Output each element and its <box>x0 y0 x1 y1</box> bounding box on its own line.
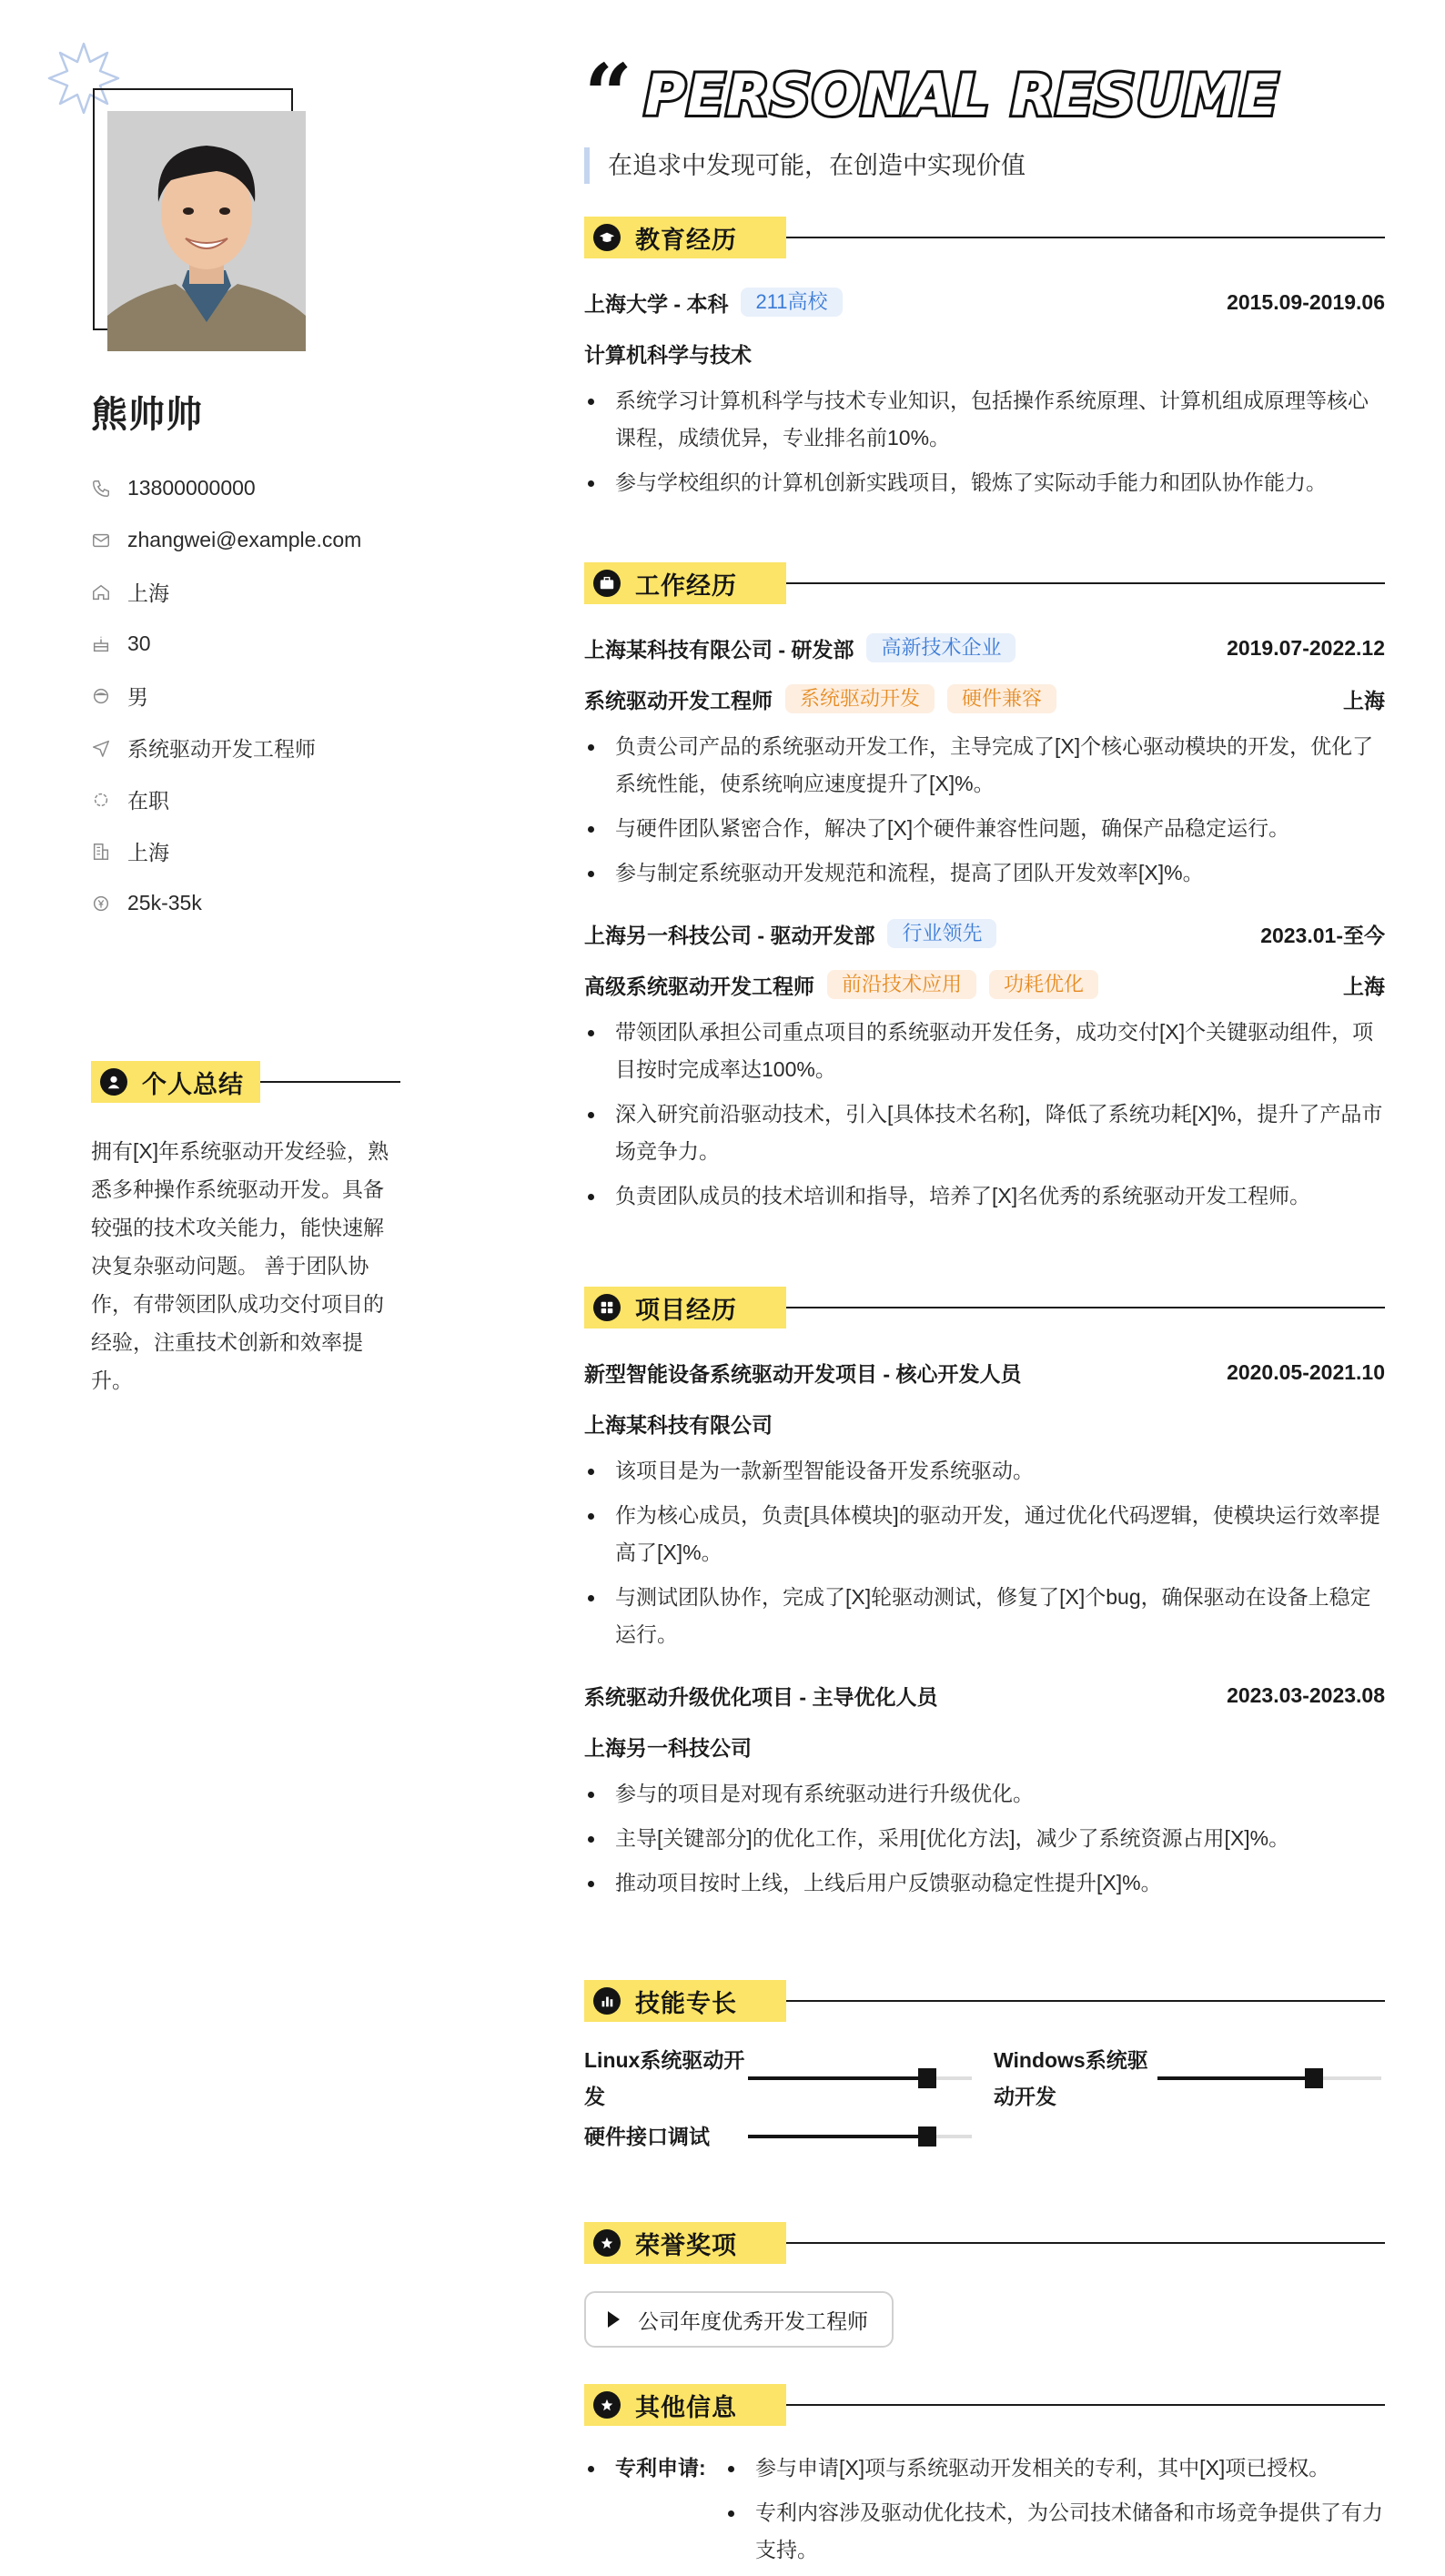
job-1-city: 上海 <box>1343 688 1385 712</box>
projects-section <box>584 1287 1385 1909</box>
job-2-company: 上海另一科技公司 - 驱动开发部 <box>584 923 875 947</box>
other-title: 其他信息 <box>635 2393 737 2421</box>
resume-title: PERSONAL RESUME <box>644 62 1279 128</box>
job-2-date: 2023.01-至今 <box>1260 923 1385 947</box>
project-2-bullets <box>584 1775 1385 1902</box>
info-status-text: 在职 <box>127 789 169 813</box>
awards-section <box>584 2222 1385 2348</box>
awards-divider <box>786 2242 1385 2244</box>
quote-mark-icon: “ <box>584 45 632 144</box>
projects-section-header <box>584 1287 1385 1328</box>
info-city <box>91 825 400 877</box>
play-icon <box>608 2311 620 2328</box>
skill-item <box>994 2042 1381 2115</box>
summary-text: 拥有[X]年系统驱动开发经验，熟悉多种操作系统驱动开发。具备较强的技术攻关能力，能快速解决复杂驱动问题。 善于团队协作，有带领团队成功交付项目的经验，注重技术创新和效率提升。 <box>91 1139 389 1392</box>
job-2-tag: 功耗优化 <box>989 970 1098 999</box>
education-chip <box>584 217 786 258</box>
skills-title: 技能专长 <box>635 1989 737 2017</box>
project-2-date: 2023.03-2023.08 <box>1227 1682 1385 1707</box>
list-item: 推动项目按时上线，上线后用户反馈驱动稳定性提升[X]%。 <box>584 1864 1385 1902</box>
skills-list <box>584 2022 1385 2167</box>
info-age-text: 30 <box>127 631 151 655</box>
job-2-tag: 前沿技术应用 <box>827 970 976 999</box>
other-chip <box>584 2384 786 2426</box>
job-2-position: 高级系统驱动开发工程师 <box>584 974 814 998</box>
education-date: 2015.09-2019.06 <box>1227 289 1385 314</box>
bar-chart-icon <box>593 1987 621 2015</box>
project-1-bullets <box>584 1452 1385 1653</box>
list-item: 负责公司产品的系统驱动开发工作，主导完成了[X]个核心驱动模块的开发，优化了系统性能，使系统响应速度提升了[X]%。 <box>584 728 1385 803</box>
education-section <box>584 217 1385 509</box>
project-1-company: 上海某科技有限公司 <box>584 1412 773 1437</box>
job-1-position: 系统驱动开发工程师 <box>584 688 773 712</box>
work-title: 工作经历 <box>635 571 737 600</box>
briefcase-icon <box>593 570 621 597</box>
home-icon <box>91 582 111 602</box>
other-section-header <box>584 2384 1385 2426</box>
work-section <box>584 562 1385 1222</box>
skills-chip <box>584 1980 786 2022</box>
info-email-text: zhangwei@example.com <box>127 528 362 551</box>
education-major-row <box>584 328 1385 379</box>
award-icon <box>593 2229 621 2257</box>
skill-bar <box>748 2076 972 2080</box>
skill-bar-fill <box>1157 2076 1314 2080</box>
info-salary-text: 25k-35k <box>127 891 202 914</box>
work-chip <box>584 562 786 604</box>
info-gender <box>91 670 400 722</box>
mail-icon <box>91 530 111 551</box>
job-1-tag: 硬件兼容 <box>947 684 1056 713</box>
other-divider <box>786 2404 1385 2406</box>
work-section-header <box>584 562 1385 604</box>
info-city-text: 上海 <box>127 841 169 864</box>
list-item: 与测试团队协作，完成了[X]轮驱动测试，修复了[X]个bug，确保驱动在设备上稳定运行。 <box>584 1579 1385 1653</box>
project-2-row <box>584 1670 1385 1721</box>
job-1-company-row <box>584 622 1385 673</box>
skill-bar-knob <box>918 2126 936 2147</box>
summary-title: 个人总结 <box>142 1070 244 1098</box>
list-item: 参与申请[X]项与系统驱动开发相关的专利，其中[X]项已授权。 <box>724 2450 1385 2487</box>
projects-title: 项目经历 <box>635 1296 737 1324</box>
info-job-text: 系统驱动开发工程师 <box>127 737 316 761</box>
skill-bar <box>1157 2076 1381 2080</box>
info-salary <box>91 877 400 929</box>
skill-bar-knob <box>1305 2068 1323 2088</box>
job-1-company: 上海某科技有限公司 - 研发部 <box>584 637 854 662</box>
awards-title: 荣誉奖项 <box>635 2231 737 2259</box>
list-item: 深入研究前沿驱动技术，引入[具体技术名称]，降低了系统功耗[X]%，提升了产品市场竞争力。 <box>584 1096 1385 1170</box>
education-title: 教育经历 <box>635 226 737 254</box>
list-item: 主导[关键部分]的优化工作，采用[优化方法]，减少了系统资源占用[X]%。 <box>584 1820 1385 1857</box>
list-item: 作为核心成员，负责[具体模块]的驱动开发，通过优化代码逻辑，使模块运行效率提高了[X]%。 <box>584 1497 1385 1571</box>
project-2-company-row <box>584 1721 1385 1772</box>
info-icon <box>593 2391 621 2419</box>
list-item: 参与制定系统驱动开发规范和流程，提高了团队开发效率[X]%。 <box>584 854 1385 892</box>
skill-bar-fill <box>748 2076 927 2080</box>
project-1-name: 新型智能设备系统驱动开发项目 - 核心开发人员 <box>584 1361 1022 1386</box>
job-1-company-tag: 高新技术企业 <box>866 633 1016 662</box>
skill-item <box>584 2042 972 2115</box>
cake-icon <box>91 634 111 654</box>
job-2-city: 上海 <box>1343 974 1385 998</box>
summary-divider <box>260 1081 400 1083</box>
education-divider <box>786 237 1385 238</box>
job-2-position-row <box>584 959 1385 1010</box>
building-icon <box>91 842 111 862</box>
projects-divider <box>786 1307 1385 1308</box>
paper-plane-icon <box>91 738 111 758</box>
other-section <box>584 2384 1385 2561</box>
salary-icon <box>91 894 111 914</box>
award-name: 公司年度优秀开发工程师 <box>638 2308 868 2333</box>
education-school: 上海大学 - 本科 <box>584 291 729 316</box>
job-2-company-row <box>584 908 1385 959</box>
list-item: 与硬件团队紧密合作，解决了[X]个硬件兼容性问题，确保产品稳定运行。 <box>584 810 1385 847</box>
other-bullets <box>724 2450 1385 2576</box>
awards-chip <box>584 2222 786 2264</box>
job-1-position-row <box>584 673 1385 724</box>
skill-bar-knob <box>918 2068 936 2088</box>
work-divider <box>786 582 1385 584</box>
other-label: 专利申请: <box>584 2450 706 2487</box>
grid-icon <box>593 1294 621 1321</box>
graduation-cap-icon <box>593 224 621 251</box>
education-tag: 211高校 <box>741 288 842 317</box>
list-item: 带领团队承担公司重点项目的系统驱动开发任务，成功交付[X]个关键驱动组件，项目按时完成率达100%。 <box>584 1014 1385 1088</box>
summary-section-header <box>91 1061 400 1103</box>
education-section-header <box>584 217 1385 258</box>
skills-divider <box>786 2000 1385 2002</box>
skill-name: Linux系统驱动开发 <box>584 2048 745 2108</box>
info-location-text: 上海 <box>127 581 169 605</box>
resume-title-area <box>584 45 1385 144</box>
skill-bar <box>748 2135 972 2138</box>
user-icon <box>100 1068 127 1096</box>
projects-chip <box>584 1287 786 1328</box>
project-1-company-row <box>584 1398 1385 1449</box>
education-bullets <box>584 382 1385 501</box>
status-icon <box>91 790 111 810</box>
list-item: 负责团队成员的技术培训和指导，培养了[X]名优秀的系统驱动开发工程师。 <box>584 1177 1385 1215</box>
job-1-tag: 系统驱动开发 <box>785 684 935 713</box>
info-phone-text: 13800000000 <box>127 476 256 500</box>
info-location <box>91 566 400 618</box>
resume-subtitle: 在追求中发现可能，在创造中实现价值 <box>584 147 1026 184</box>
list-item: 专利内容涉及驱动优化技术，为公司技术储备和市场竞争提供了有力支持。 <box>724 2494 1385 2569</box>
phone-icon <box>91 479 111 499</box>
list-item: 系统学习计算机科学与技术专业知识，包括操作系统原理、计算机组成原理等核心课程，成绩优异，专业排名前10%。 <box>584 382 1385 457</box>
job-2-bullets <box>584 1014 1385 1215</box>
awards-section-header <box>584 2222 1385 2264</box>
job-2-company-tag: 行业领先 <box>887 919 996 948</box>
skills-section-header <box>584 1980 1385 2022</box>
education-school-row <box>584 277 1385 328</box>
skill-name: Windows系统驱动开发 <box>994 2048 1148 2108</box>
award-item <box>584 2291 894 2348</box>
info-email <box>91 514 400 566</box>
info-gender-text: 男 <box>127 685 148 709</box>
skill-item <box>584 2118 972 2155</box>
list-item: 参与的项目是对现有系统驱动进行升级优化。 <box>584 1775 1385 1813</box>
project-1-date: 2020.05-2021.10 <box>1227 1359 1385 1384</box>
info-phone <box>91 462 400 514</box>
project-1-row <box>584 1347 1385 1398</box>
list-item: 参与学校组织的计算机创新实践项目，锻炼了实际动手能力和团队协作能力。 <box>584 464 1385 501</box>
skill-bar-fill <box>748 2135 927 2138</box>
info-status <box>91 773 400 825</box>
education-major: 计算机科学与技术 <box>584 342 752 367</box>
skills-section <box>584 1980 1385 2167</box>
gender-icon <box>91 686 111 706</box>
project-2-name: 系统驱动升级优化项目 - 主导优化人员 <box>584 1684 938 1709</box>
project-2-company: 上海另一科技公司 <box>584 1735 752 1760</box>
job-1-bullets <box>584 728 1385 892</box>
candidate-name: 熊帅帅 <box>91 395 203 435</box>
list-item: 该项目是为一款新型智能设备开发系统驱动。 <box>584 1452 1385 1490</box>
info-age <box>91 618 400 670</box>
summary-chip <box>91 1061 260 1103</box>
job-1-date: 2019.07-2022.12 <box>1227 635 1385 660</box>
skill-name: 硬件接口调试 <box>584 2125 710 2148</box>
info-job <box>91 722 400 773</box>
avatar-photo <box>107 111 306 351</box>
contact-info-list <box>91 462 400 929</box>
